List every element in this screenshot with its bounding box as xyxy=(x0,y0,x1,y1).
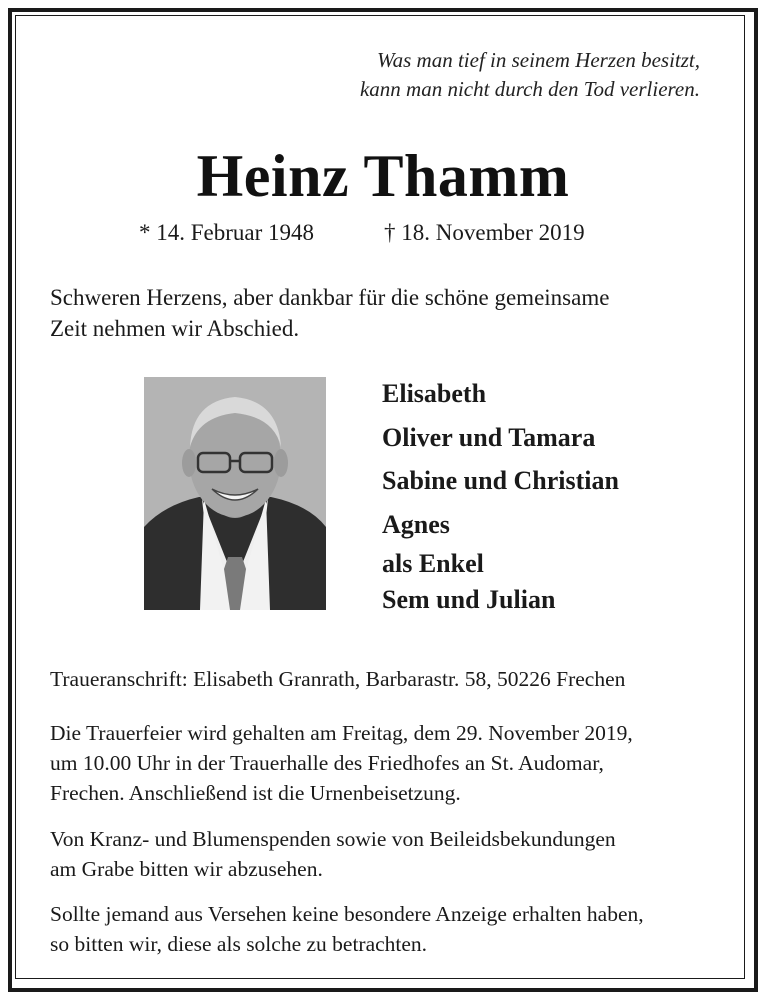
mourning-address xyxy=(50,664,730,694)
mourner-name: als Enkel xyxy=(382,549,484,578)
farewell-text xyxy=(50,282,720,344)
memorial-quote xyxy=(360,46,700,104)
quote-line: Was man tief in seinem Herzen besitzt, xyxy=(377,48,700,72)
mourners-list xyxy=(382,372,619,618)
death-date: † 18. November 2019 xyxy=(384,220,585,245)
flowers-line: Von Kranz- und Blumenspenden sowie von Beileidsbekundungen xyxy=(50,827,616,851)
birth-date: * 14. Februar 1948 xyxy=(139,220,315,245)
ceremony-line: Frechen. Anschließend ist die Urnenbeisetzung. xyxy=(50,781,461,805)
notice-note xyxy=(50,899,730,959)
mourner-name: Elisabeth xyxy=(382,379,487,408)
flowers-note xyxy=(50,824,730,884)
address-line: Traueranschrift: Elisabeth Granrath, Barbarastr. 58, 50226 Frechen xyxy=(50,667,626,691)
deceased-name: Heinz Thamm xyxy=(196,143,570,209)
mourner-name: Sem und Julian xyxy=(382,585,556,614)
farewell-line: Schweren Herzens, aber dankbar für die schöne gemeinsame xyxy=(50,285,610,310)
ceremony-line: Die Trauerfeier wird gehalten am Freitag, dem 29. November 2019, xyxy=(50,721,633,745)
quote-line: kann man nicht durch den Tod verlieren. xyxy=(359,77,700,101)
mourner-name: Sabine und Christian xyxy=(382,466,619,495)
mourner-name: Oliver und Tamara xyxy=(382,422,596,452)
notice-line: Sollte jemand aus Versehen keine besondere Anzeige erhalten haben, xyxy=(50,902,644,926)
notice-line: so bitten wir, diese als solche zu betrachten. xyxy=(50,932,428,956)
portrait-illustration xyxy=(144,377,326,610)
portrait-photo xyxy=(144,377,326,610)
mourner-name: Agnes xyxy=(382,509,450,539)
farewell-line: Zeit nehmen wir Abschied. xyxy=(50,316,300,341)
ceremony-line: um 10.00 Uhr in der Trauerhalle des Friedhofes an St. Audomar, xyxy=(50,751,604,775)
ceremony-info xyxy=(50,718,730,808)
flowers-line: am Grabe bitten wir abzusehen. xyxy=(50,857,323,881)
